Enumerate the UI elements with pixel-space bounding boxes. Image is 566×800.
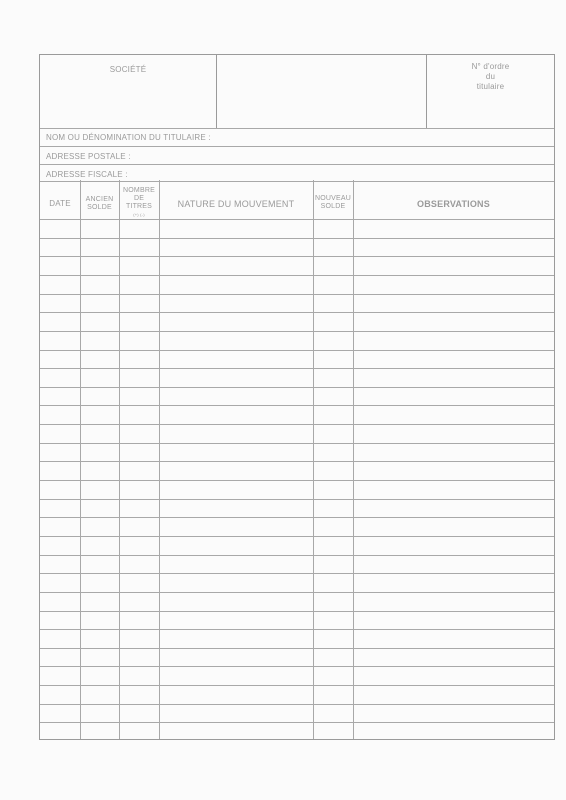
table-row[interactable] [40, 611, 554, 631]
table-row[interactable] [40, 685, 554, 705]
col-header-nouveau-solde-line1: NOUVEAU [314, 195, 352, 202]
societe-name-field[interactable] [217, 55, 427, 128]
col-header-nombre-line3: TITRES [125, 203, 153, 210]
table-row[interactable] [40, 387, 554, 407]
table-row[interactable] [40, 704, 554, 724]
table-row[interactable] [40, 573, 554, 593]
table-row[interactable] [40, 275, 554, 295]
table-row[interactable] [40, 312, 554, 332]
col-header-nouveau-solde-line2: SOLDE [320, 203, 346, 210]
ordre-label-line3: titulaire [476, 82, 505, 91]
table-row[interactable] [40, 499, 554, 519]
table-row[interactable] [40, 555, 554, 575]
table-row[interactable] [40, 405, 554, 425]
table-row[interactable] [40, 517, 554, 537]
share-register-form [39, 54, 555, 740]
table-row[interactable] [40, 331, 554, 351]
table-row[interactable] [40, 592, 554, 612]
table-row[interactable] [40, 443, 554, 463]
table-row[interactable] [40, 666, 554, 686]
societe-cell [40, 55, 217, 128]
table-row[interactable] [40, 536, 554, 556]
col-header-nature: NATURE DU MOUVEMENT [177, 199, 295, 209]
table-row[interactable] [40, 629, 554, 649]
col-header-nombre-line1: NOMBRE [123, 187, 155, 194]
ordre-label-line2: du [485, 72, 496, 81]
table-row[interactable] [40, 219, 554, 239]
col-header-ancien-solde-line2: SOLDE [87, 204, 112, 211]
table-row[interactable] [40, 256, 554, 276]
societe-label: SOCIÉTÉ [109, 65, 147, 74]
col-header-date: DATE [49, 199, 71, 208]
ordre-cell[interactable] [427, 55, 554, 128]
table-row[interactable] [40, 480, 554, 500]
col-header-ancien-solde-line1: ANCIEN [85, 196, 114, 203]
fiscal-address-field[interactable]: ADRESSE FISCALE : [46, 170, 128, 179]
table-row[interactable] [40, 648, 554, 668]
postal-address-field[interactable]: ADRESSE POSTALE : [46, 152, 131, 161]
table-row[interactable] [40, 461, 554, 481]
table-row[interactable] [40, 350, 554, 370]
titulaire-name-field[interactable]: NOM OU DÉNOMINATION DU TITULAIRE : [46, 133, 211, 142]
table-row[interactable] [40, 294, 554, 314]
table-row[interactable] [40, 424, 554, 444]
table-row[interactable] [40, 238, 554, 258]
table-row[interactable] [40, 368, 554, 388]
ordre-label-line1: N° d'ordre [471, 62, 510, 71]
col-header-nombre-sub: (+) (-) [133, 212, 145, 217]
col-header-nombre-line2: DE [133, 195, 145, 202]
table-row[interactable] [40, 722, 554, 742]
col-header-observations: OBSERVATIONS [417, 199, 490, 209]
